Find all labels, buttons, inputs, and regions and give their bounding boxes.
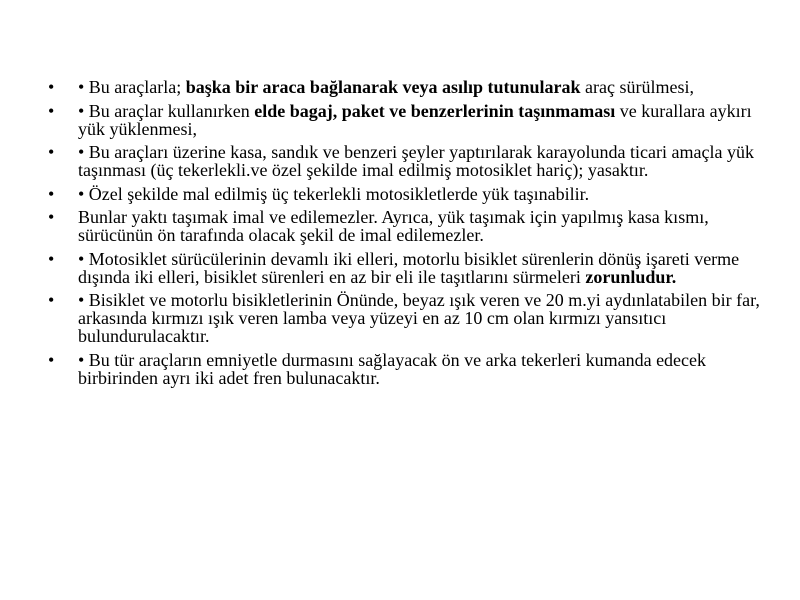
bullet-item — [40, 208, 760, 244]
bullet-text — [78, 184, 589, 204]
text-segment: araç sürülmesi, — [580, 77, 694, 97]
text-segment: • Bu araçları üzerine kasa, sandık ve benzeri şeyler yaptırılarak karayolunda ticari amaçla yük taşınması (üç tekerlekli.ve özel şekilde imal edilmiş motosiklet hariç); yasaktır. — [78, 142, 754, 180]
bullet-item — [40, 250, 760, 286]
bullet-text — [78, 207, 709, 245]
bullet-marker: • — [48, 77, 55, 97]
bold-text-segment: başka bir araca bağlanarak veya asılıp tutunularak — [185, 77, 581, 97]
bullet-marker: • — [48, 183, 55, 204]
text-segment: • Bu araçlarla; — [78, 77, 186, 97]
bullet-marker: • — [48, 207, 55, 227]
bullet-item — [40, 185, 760, 203]
bullet-marker: • — [48, 142, 55, 162]
text-segment: ve kurallara aykırı yük yüklenmesi, — [78, 100, 752, 139]
bullet-item — [40, 291, 760, 345]
bullet-text — [78, 249, 739, 287]
bold-text-segment: elde bagaj, paket ve benzerlerinin taşınmaması — [254, 100, 616, 121]
text-segment: • Bu tür araçların emniyetle durmasını sağlayacak ön ve arka tekerleri kumanda edecek birbirinden ayrı iki adet fren bulunacaktır. — [78, 349, 707, 388]
bullet-text — [78, 77, 694, 97]
text-segment: • Özel şekilde mal edilmiş üç tekerlekli motosikletlerde yük taşınabilir. — [78, 183, 590, 204]
bullet-item — [40, 351, 760, 387]
text-segment: Bunlar yaktı taşımak imal ve edilemezler. Ayrıca, yük taşımak için yapılmış kasa kısmı, sürücünün ön tarafında olacak şekil de imal edilemezler. — [78, 207, 709, 245]
bullet-list — [40, 78, 760, 392]
bullet-marker: • — [48, 248, 55, 269]
bullet-text — [78, 290, 760, 346]
text-segment: • Motosiklet sürücülerinin devamlı iki elleri, motorlu bisiklet sürenlerin dönüş işareti verme dışında iki elleri, bisiklet sürenleri en az bir eli ile taşıtlarını sürmeleri — [78, 248, 740, 287]
bullet-marker: • — [48, 290, 55, 310]
bullet-marker: • — [48, 349, 55, 370]
text-segment: • Bisiklet ve motorlu bisikletlerinin Önünde, beyaz ışık veren ve 20 m.yi aydınlatabilen bir far, arkasında kırmızı ışık veren lamba veya yüzeyi en az 10 cm olan kırmızı yansıtıcı bulundurulacaktır. — [78, 290, 760, 346]
bullet-text — [78, 142, 754, 180]
bullet-item — [40, 102, 760, 138]
bullet-marker: • — [48, 100, 55, 121]
text-segment: • Bu araçlar kullanırken — [78, 100, 255, 121]
bullet-item — [40, 143, 760, 179]
bold-text-segment: zorunludur. — [585, 266, 677, 287]
bullet-text — [78, 101, 752, 139]
bullet-item — [40, 78, 760, 96]
bullet-text — [78, 350, 706, 388]
